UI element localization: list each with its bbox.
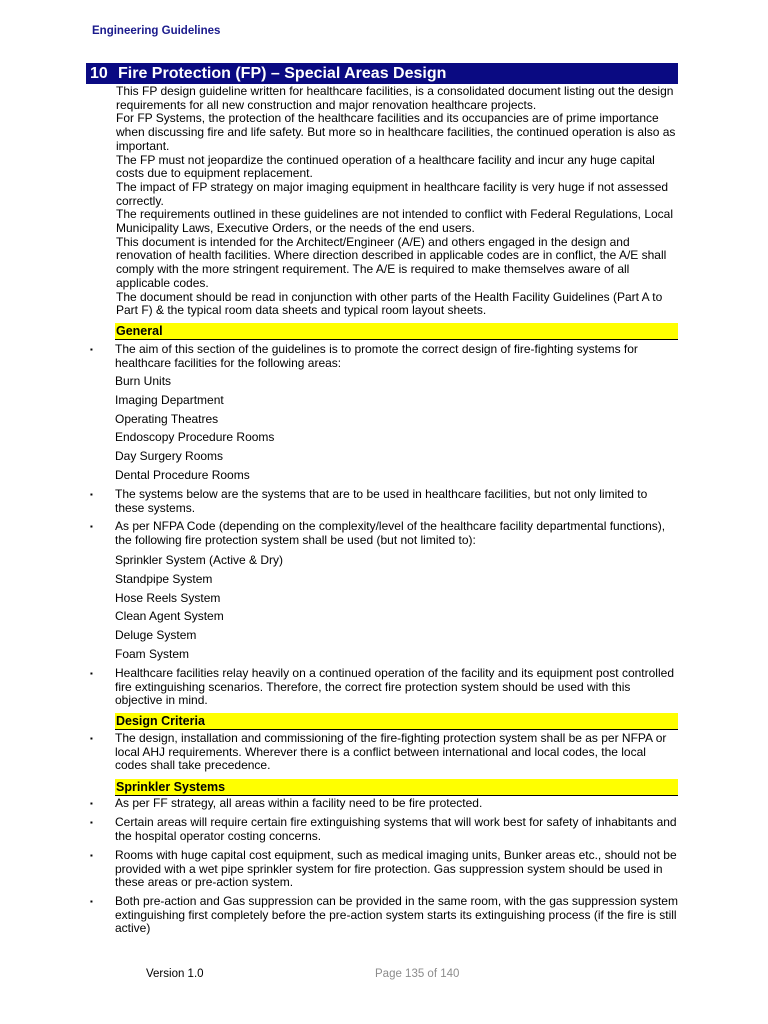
system-list-item: Standpipe System [115,572,213,586]
area-list-item: Dental Procedure Rooms [115,468,250,482]
bullet-text: As per FF strategy, all areas within a facility need to be fire protected. [115,796,483,810]
bullet-item [86,895,678,936]
system-list-item: Clean Agent System [115,609,224,623]
bullet-marker: ▪ [90,818,93,827]
system-list-item: Hose Reels System [115,591,221,605]
footer-page-number: Page 135 of 140 [375,968,460,980]
bullet-item [86,520,678,547]
bullet-item [86,797,678,811]
section-title: Fire Protection (FP) – Special Areas Design [118,65,447,82]
bullet-text: The systems below are the systems that are to be used in healthcare facilities, but not only limited to these systems. [115,487,648,515]
section-number: 10 [90,65,108,82]
bullet-text: As per NFPA Code (depending on the complexity/level of the healthcare facility departmental functions), the following fire protection system shall be used (but not limited to): [115,519,666,547]
intro-paragraph: The impact of FP strategy on major imaging equipment in healthcare facility is very huge if not assessed correctly. [116,179,669,208]
system-list-item: Sprinkler System (Active & Dry) [115,553,284,567]
bullet-item [86,667,678,708]
system-list-item: Foam System [115,647,190,661]
area-list-item: Imaging Department [115,393,224,407]
bullet-marker: ▪ [90,669,93,678]
area-list-item: Operating Theatres [115,412,219,426]
intro-paragraph: This FP design guideline written for healthcare facilities, is a consolidated document listing out the design requirements for all new construction and major renovation healthcare projects. [116,84,674,112]
bullet-item [86,488,678,515]
intro-paragraph: The FP must not jeopardize the continued operation of a healthcare facility and incur any huge capital costs due to equipment replacement. [116,152,655,181]
subheading-design-criteria: Design Criteria [115,713,678,730]
bullet-marker: ▪ [90,897,93,906]
area-list-item: Burn Units [115,374,172,388]
bullet-item [86,816,678,843]
bullet-text: Both pre-action and Gas suppression can be provided in the same room, with the gas suppression system extinguishing first completely before the pre-action system starts its extinguishing process (if the fire is still active) [115,894,678,936]
bullet-item [86,343,678,370]
bullet-text: Rooms with huge capital cost equipment, such as medical imaging units, Bunker areas etc., should not be provided with a wet pipe sprinkler system for fire protection. Gas suppression system should be used in these areas or pre-action system. [115,848,677,890]
document-header-title: Engineering Guidelines [92,25,221,37]
intro-paragraph: The requirements outlined in these guidelines are not intended to conflict with Federal Regulations, Local Municipality Laws, Executive Orders, or the needs of the end users. [116,207,674,236]
bullet-text: The aim of this section of the guidelines is to promote the correct design of fire-fighting systems for healthcare facilities for the following areas: [115,342,638,370]
bullet-marker: ▪ [90,345,93,354]
intro-paragraph: The document should be read in conjunction with other parts of the Health Facility Guidelines (Part A to Part F) & the typical room data sheets and typical room layout sheets. [116,289,663,318]
bullet-marker: ▪ [90,799,93,808]
bullet-item [86,732,678,773]
bullet-marker: ▪ [90,522,93,531]
intro-paragraph: For FP Systems, the protection of the healthcare facilities and its occupancies are of prime importance when discussing fire and life safety. But more so in healthcare facilities, the continued operation is also as important. [116,111,676,153]
intro-paragraph: This document is intended for the Architect/Engineer (A/E) and others engaged in the design and renovation of health facilities. Where direction described in applicable codes are in conflict, the A/E shall comply with the more stringent requirement. The A/E is required to make themselves aware of all applicable codes. [116,234,667,290]
subheading-sprinkler-systems: Sprinkler Systems [115,779,678,796]
bullet-marker: ▪ [90,851,93,860]
system-list-item: Deluge System [115,628,197,642]
area-list-item: Day Surgery Rooms [115,449,224,463]
area-list-item: Endoscopy Procedure Rooms [115,430,275,444]
intro-paragraphs [116,85,678,318]
bullet-marker: ▪ [90,734,93,743]
section-title-bar [86,63,678,84]
bullet-text: Healthcare facilities relay heavily on a continued operation of the facility and its equipment post controlled fire extinguishing scenarios. Therefore, the correct fire protection system should be used with this objective in mind. [115,666,674,708]
bullet-marker: ▪ [90,490,93,499]
footer-version: Version 1.0 [146,968,204,980]
bullet-text: The design, installation and commissioning of the fire-fighting protection system shall be as per NFPA or local AHJ requirements. Wherever there is a conflict between international and local codes, the local codes shall take precedence. [115,731,667,773]
subheading-general: General [115,323,678,340]
bullet-text: Certain areas will require certain fire extinguishing systems that will work best for safety of inhabitants and the hospital operator costing concerns. [115,815,677,843]
bullet-item [86,849,678,890]
